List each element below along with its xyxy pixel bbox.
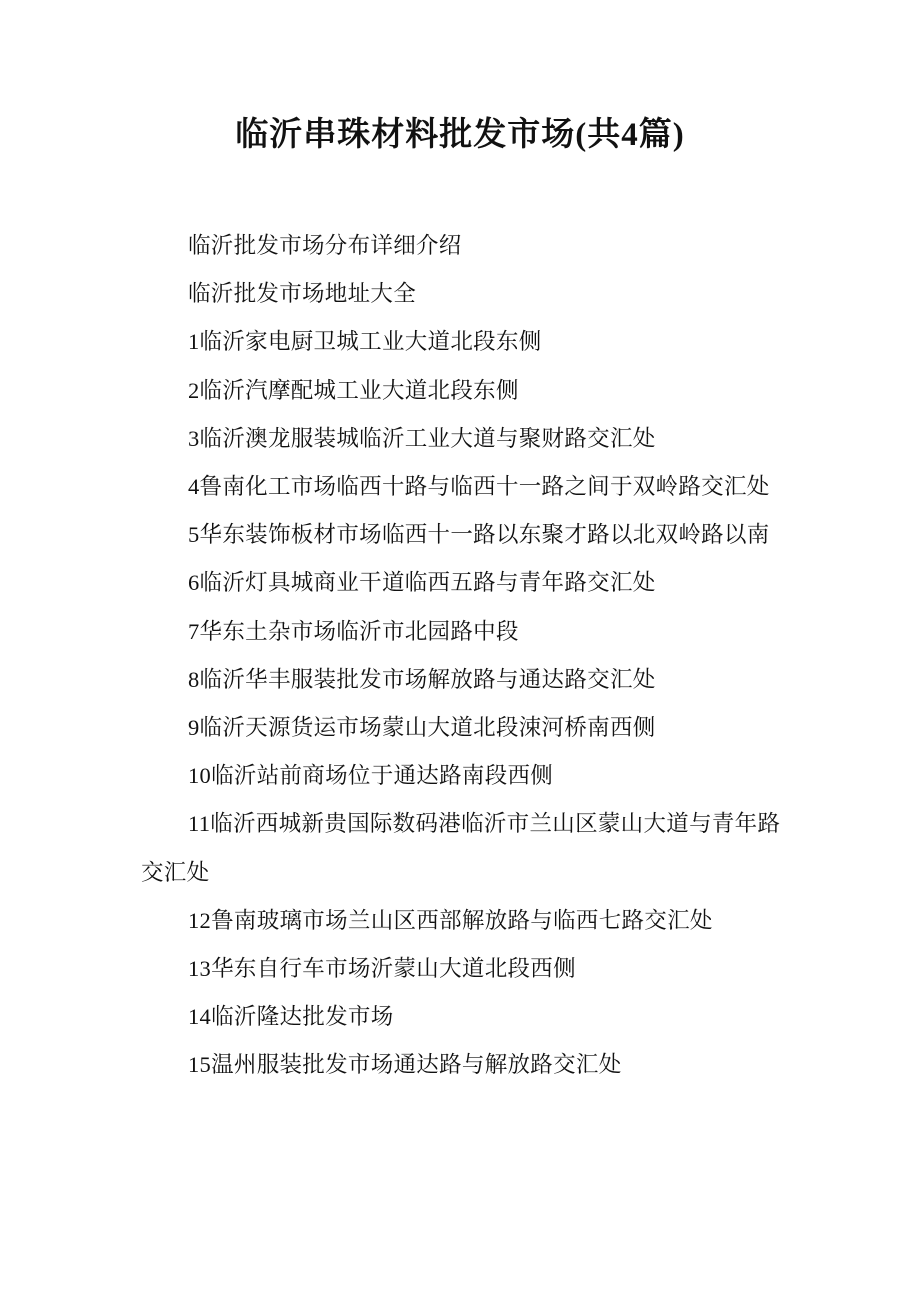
paragraph: 1临沂家电厨卫城工业大道北段东侧 — [188, 329, 542, 355]
paragraph: 3临沂澳龙服装城临沂工业大道与聚财路交汇处 — [188, 425, 656, 451]
paragraph: 4鲁南化工市场临西十路与临西十一路之间于双岭路交汇处 — [188, 474, 770, 500]
paragraph: 8临沂华丰服装批发市场解放路与通达路交汇处 — [188, 666, 656, 692]
paragraph: 12鲁南玻璃市场兰山区西部解放路与临西七路交汇处 — [188, 907, 713, 933]
paragraph: 6临沂灯具城商业干道临西五路与青年路交汇处 — [188, 570, 656, 596]
paragraph: 14临沂隆达批发市场 — [188, 1004, 394, 1030]
paragraph: 9临沂天源货运市场蒙山大道北段涑河桥南西侧 — [188, 715, 656, 741]
paragraph: 5华东装饰板材市场临西十一路以东聚才路以北双岭路以南 — [188, 522, 770, 548]
paragraph: 10临沂站前商场位于通达路南段西侧 — [188, 763, 554, 789]
paragraph: 2临沂汽摩配城工业大道北段东侧 — [188, 377, 519, 403]
paragraph: 15温州服装批发市场通达路与解放路交汇处 — [188, 1052, 622, 1078]
paragraph: 临沂批发市场分布详细介绍 — [188, 233, 462, 258]
paragraph: 7华东土杂市场临沂市北园路中段 — [188, 618, 519, 644]
document-title: 临沂串珠材料批发市场(共4篇) — [235, 117, 685, 153]
paragraph: 13华东自行车市场沂蒙山大道北段西侧 — [188, 956, 576, 982]
paragraph: 11临沂西城新贵国际数码港临沂市兰山区蒙山大道与青年路交汇处 — [141, 811, 781, 885]
document-body — [141, 222, 785, 1090]
paragraph: 临沂批发市场地址大全 — [188, 281, 417, 307]
